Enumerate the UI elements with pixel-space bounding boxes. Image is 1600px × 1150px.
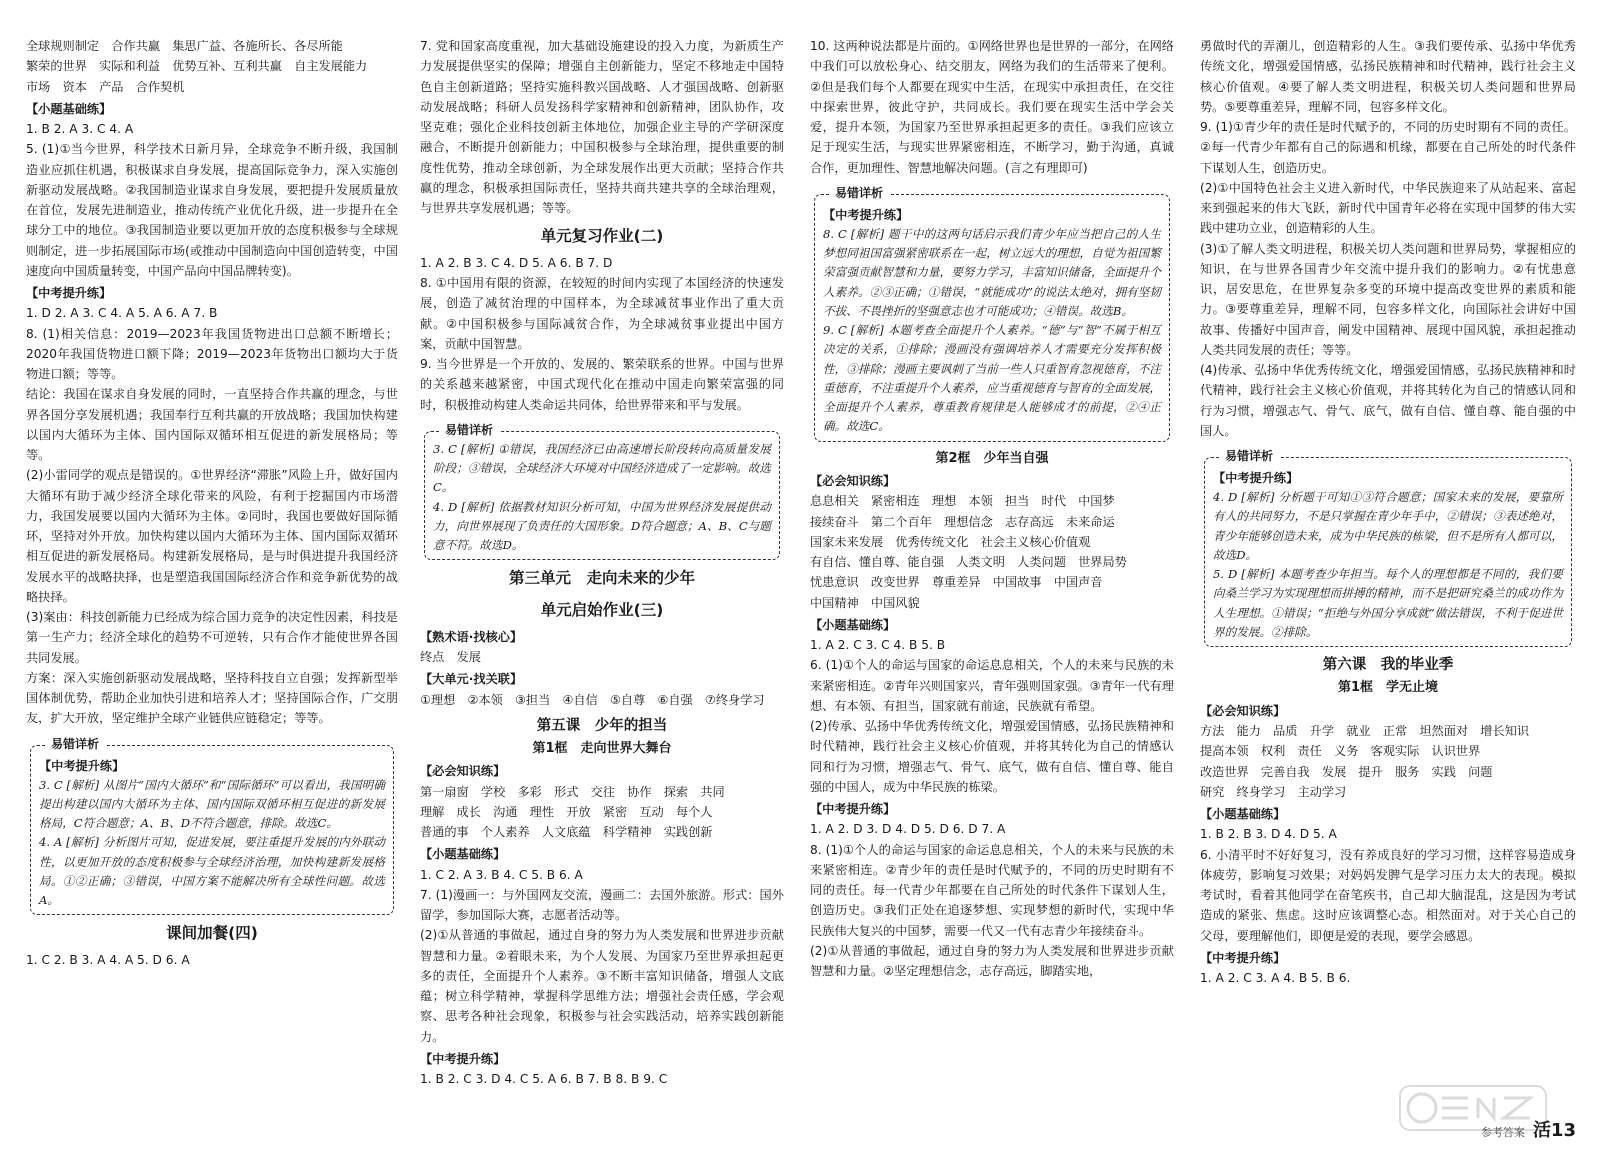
answer-line: 1. C 2. A 3. B 4. C 5. B 6. A: [420, 867, 583, 882]
section-tag: 【中考提升练】: [823, 207, 909, 222]
lesson-heading: 第五课 少年的担当: [536, 717, 668, 734]
answer-paragraph: 结论：我国在谋求自身发展的同时，一直坚持合作共赢的理念，与世界各国分享发展机遇；我国奉行互利共赢的开放战略；我国加快构建以国内大循环为主体、国内国际双循环相互促进的新发展格局；等等。: [26, 387, 398, 462]
error-analysis-box: [814, 185, 1170, 442]
answer-paragraph: (2)①中国特色社会主义进入新时代，中华民族迎来了从站起来、富起来到强起来的伟大飞跃，新时代中国青年必将在实现中国梦的伟大实践中建功立业，创造精彩的人生。: [1200, 180, 1576, 236]
answer-paragraph: 7. (1)漫画一：与外国网友交流，漫画二：去国外旅游。形式：国外留学，参加国际大赛，志愿者活动等。: [420, 887, 784, 923]
answer-paragraph: (3)案由：科技创新能力已经成为综合国力竞争的决定性因素，科技是第一生产力；经济全球化的趋势不可逆转，只有合作才能使世界各国共同发展。: [26, 610, 398, 665]
section-heading: 课间加餐(四): [166, 924, 258, 943]
answer-paragraph: (2)①从普通的事做起，通过自身的努力为人类发展和世界进步贡献智慧和力量。②坚定理想信念，志存高远，脚踏实地，: [810, 943, 1174, 979]
keyword-line: 市场 资本 产品 合作契机: [26, 79, 185, 94]
answer-line: 1. A 2. D 3. D 4. D 5. D 6. D 7. A: [810, 822, 1006, 837]
answer-line: 1. C 2. B 3. A 4. A 5. D 6. A: [26, 953, 190, 968]
section-tag: 【必会知识练】: [420, 764, 506, 779]
section-tag: 【小题基础练】: [420, 847, 506, 862]
column-1: [26, 36, 398, 1124]
analysis-paragraph: 9. C [解析] 本题考查全面提升个人素养。“德”与“智”不属于相互决定的关系，①排除；漫画没有强调培养人才需要充分发挥积极性，③排除；漫画主要讽刺了当前一些人只重智育忽视德育，不注重德育，不注重提升个人素养，应当重视德育与智育的全面发展，全面提升个人素养，尊重教育规律是人能够成才的前提，②④正确。故选C。: [823, 323, 1161, 434]
keyword-line: 理解 成长 沟通 理性 开放 紧密 互动 每个人: [420, 804, 713, 819]
unit-heading: 第三单元 走向未来的少年: [508, 569, 695, 588]
answer-paragraph: 9. (1)①青少年的责任是时代赋予的，不同的历史时期有不同的责任。②每一代青少年都有自己的际遇和机缘，都要在自己所处的时代条件下谋划人生，创造历史。: [1200, 120, 1576, 175]
keyword-line: 有自信、懂自尊、能自强 人类文明 人类问题 世界局势: [810, 555, 1127, 570]
page-footer: [1481, 1116, 1576, 1146]
answer-line: 1. A 2. B 3. C 4. D 5. A 6. B 7. D: [420, 255, 613, 270]
keyword-line: 国家未来发展 优秀传统文化 社会主义核心价值观: [810, 534, 1091, 549]
section-tag: 【大单元·找关联】: [420, 672, 523, 687]
section-heading: 单元启始作业(三): [540, 601, 664, 620]
answer-paragraph: 方案：深入实施创新驱动发展战略，坚持科技自立自强；发挥新型举国体制优势，帮助企业加快引进和培养人才；坚持国际合作，广交朋友，扩大开放，坚定维护全球产业链供应链稳定；等等。: [26, 670, 398, 726]
answer-paragraph: 8. ①中国用有限的资源，在较短的时间内实现了本国经济的快速发展，创造了减贫治理的中国样本，为全球减贫事业作出了重大贡献。②中国积极参与国际减贫合作，为全球减贫事业提出中国方案，贡献中国智慧。: [420, 276, 784, 351]
answer-paragraph: 勇做时代的弄潮儿，创造精彩的人生。③我们要传承、弘扬中华优秀传统文化，增强爱国情感，弘扬民族精神和时代精神，践行社会主义核心价值观。④要了解人类文明进程，积极关切人类问题和世界局势。⑤要尊重差异，理解不同，包容多样文化。: [1200, 39, 1576, 114]
keyword-line: 中国精神 中国风貌: [810, 595, 920, 610]
section-tag: 【必会知识练】: [810, 474, 896, 489]
answer-paragraph: 10. 这两种说法都是片面的。①网络世界也是世界的一部分，在网络中我们可以放松身心、结交朋友，网络为我们的生活带来了便利。②但是我们每个人都要在现实中生活，在现实中承担责任，在交往中探索世界，彼此守护，共同成长。我们要在现实生活中学会关爱，提升本领，为国家乃至世界承担起更多的责任。③我们应该立足于现实生活，与现实世界紧密相连，不断学习，勤于沟通，真诚合作，更加理性、智慧地解决问题。(言之有理即可): [810, 39, 1174, 175]
section-tag: 【中考提升练】: [420, 1051, 506, 1066]
section-heading: 单元复习作业(二): [540, 227, 664, 246]
answer-paragraph: 6. (1)①个人的命运与国家的命运息息相关，个人的未来与民族的未来紧密相连。②青年兴则国家兴，青年强则国家强。③青年一代有理想、有本领、有担当，国家就有前途，民族就有希望。: [810, 658, 1174, 713]
column-4: [1200, 36, 1576, 1124]
section-tag: 【中考提升练】: [810, 802, 896, 817]
keyword-line: 全球规则制定 合作共赢 集思广益、各施所长、各尽所能: [26, 39, 343, 53]
keyword-line: 普通的事 个人素养 人文底蕴 科学精神 实践创新: [420, 825, 713, 840]
error-analysis-box: [424, 422, 780, 560]
answer-line: 1. A 2. C 3. A 4. B 5. B 6.: [1200, 971, 1351, 986]
answer-paragraph: 7. 党和国家高度重视，加大基础设施建设的投入力度，为新质生产力发展提供坚实的保障；增强自主创新能力，坚定不移地走中国特色自主创新道路；坚持实施科教兴国战略、人才强国战略、创新驱动发展战略；科研人员发扬科学家精神和创新精神，团队协作，攻坚克难；强化企业科技创新主体地位，加强企业主导的产学研深度融合，不断提升创新能力；中国积极参与全球治理，提供重要的制度性优势，推动全球创新，为全球发展作出更大贡献；坚持合作共赢的理念，积极承担国际责任，坚持共商共建共享的全球治理观，与世界共享发展机遇；等等。: [420, 39, 784, 215]
analysis-paragraph: 3. C [解析] ①错误，我国经济已由高速增长阶段转向高质量发展阶段；③错误，全球经济大环境对中国经济造成了一定影响。故选C。: [433, 441, 771, 495]
footer-label: 参考答案: [1480, 1126, 1525, 1140]
box-title: 易错详析: [439, 421, 499, 441]
page-number: 活13: [1532, 1120, 1576, 1142]
answer-paragraph: (3)①了解人类文明进程，积极关切人类问题和世界局势，掌握相应的知识，在与世界各国青少年交流中提升我们的影响力。②有忧患意识，居安思危，在世界复杂多变的环境中提高改变世界的素质和能力。③要尊重差异，理解不同，包容多样文化，向国际社会讲好中国故事、传播好中国声音，阐发中国精神、展现中国风貌，承担起推动人类共同发展的责任；等等。: [1200, 241, 1576, 357]
error-analysis-box: [30, 736, 394, 916]
analysis-paragraph: 8. C [解析] 题干中的这两句话启示我们青少年应当把自己的人生梦想同祖国富强紧密联系在一起，树立远大的理想，自觉为祖国繁荣富强贡献智慧和力量，要努力学习，丰富知识储备，全面提升个人素养。②③正确；①错误，“就能成功”的说法太绝对，拥有坚韧不拔、不畏挫折的坚强意志也才可能成功；④错误。故选B。: [823, 227, 1161, 318]
box-title: 易错详析: [829, 184, 889, 204]
answer-line: 1. B 2. A 3. C 4. A: [26, 122, 134, 136]
section-tag: 【中考提升练】: [39, 758, 125, 773]
keyword-line: 息息相关 紧密相连 理想 本领 担当 时代 中国梦: [810, 494, 1115, 509]
error-analysis-box: [1204, 449, 1572, 647]
answer-paragraph: 8. (1)相关信息：2019—2023年我国货物进出口总额不断增长；2020年我国货物进口额下降；2019—2023年货物出口额均大于货物进口额；等等。: [26, 326, 398, 381]
section-tag: 【中考提升练】: [26, 286, 112, 300]
answer-line: 终点 发展: [420, 650, 481, 665]
analysis-paragraph: 5. D [解析] 本题考查少年担当。每个人的理想都是不同的，我们要向桑兰学习为实现理想而拼搏的精神，而不是把研究桑兰的成功作为人生理想。①错误；“拒绝与外国分享成就”做法错误，不利于促进世界的发展。②排除。: [1213, 567, 1563, 639]
section-tag: 【熟术语·找核心】: [420, 629, 523, 644]
analysis-paragraph: 3. C [解析] 从图片“国内大循环”和“国际循环”可以看出，我国明确提出构建以国内大循环为主体、国内国际双循环相互促进的新发展格局，C符合题意；A、B、D不符合题意，排除。故选C。: [39, 777, 385, 831]
answer-paragraph: 6. 小清平时不好好复习，没有养成良好的学习习惯，这样容易造成身体疲劳，影响复习效果；对妈妈发脾气是学习压力太大的表现。模拟考试时，看着其他同学在奋笔疾书，自己却大脑混乱，这是因为考试造成的紧张、焦虑。这时应该调整心态。相然面对。对于关心自己的父母，要理解他们，即便是爱的表现，要学会感恩。: [1200, 847, 1576, 943]
answer-paragraph: (4)传承、弘扬中华优秀传统文化，增强爱国情感，弘扬民族精神和时代精神，践行社会主义核心价值观，并将其转化为自己的情感认同和行为习惯，增强志气、骨气、底气，做有自信、懂自尊、能自强的中国人。: [1200, 363, 1576, 438]
lesson-heading: 第六课 我的毕业季: [1322, 657, 1454, 674]
answer-paragraph: 8. (1)①个人的命运与国家的命运息息相关，个人的未来与民族的未来紧密相连。②青少年的责任是时代赋予的，不同的历史时期有不同的责任。每一代青少年都要在自己所处的时代条件下谋划人生，创造历史。③我们正处在追逐梦想、实现梦想的新时代，实现中华民族伟大复兴的中国梦，需要一代又一代有志青少年接续奋斗。: [810, 842, 1174, 938]
answer-line: ①理想 ②本领 ③担当 ④自信 ⑤自尊 ⑥自强 ⑦终身学习: [420, 692, 765, 707]
frame-heading: 第1框 走向世界大舞台: [532, 740, 672, 756]
answer-line: 1. B 2. B 3. D 4. D 5. A: [1200, 827, 1337, 842]
keyword-line: 研究 终身学习 主动学习: [1200, 784, 1347, 799]
analysis-paragraph: 4. A [解析] 分析图片可知，促进发展，要注重提升发展的内外联动性，以更加开放的态度积极参与全球经济治理，加快构建新发展格局。①②正确；③错误，中国方案不能解决所有全球性问题。故选A。: [39, 835, 385, 908]
column-2: [420, 36, 784, 1124]
keyword-line: 繁荣的世界 实际和利益 优势互补、互利共赢 自主发展能力: [26, 59, 368, 74]
keyword-line: 方法 能力 品质 升学 就业 正常 坦然面对 增长知识: [1200, 724, 1530, 739]
answer-paragraph: (2)传承、弘扬中华优秀传统文化，增强爱国情感，弘扬民族精神和时代精神，践行社会主义核心价值观，并将其转化为自己的情感认同和行为习惯，增强志气、骨气、底气，做有自信、懂自尊、能自强的中国人，成为中华民族的栋梁。: [810, 719, 1174, 794]
answer-line: 1. A 2. C 3. C 4. B 5. B: [810, 638, 946, 653]
answer-paragraph: 5. (1)①当今世界，科学技术日新月异，全球竞争不断升级，我国制造业应抓住机遇，积极谋求自身发展，提高国际竞争力，深入实施创新驱动发展战略。②我国制造业谋求自身发展，要把提升发展质量放在首位，发展先进制造业，推动传统产业优化升级，进一步提升在全球分工中的地位。③我国制造业要以更加开放的态度积极参与全球规则制定，进一步拓展国际市场(或推动中国制造向中国创造转变，中国速度向中国质量转变，中国产品向中国品牌转变)。: [26, 142, 398, 278]
frame-heading: 第1框 学无止境: [1337, 680, 1439, 696]
answer-paragraph: (2)①从普通的事做起，通过自身的努力为人类发展和世界进步贡献智慧和力量。②着眼未来，为个人发展、为国家乃至世界承担起更多的责任，全面提升个人素养。③不断丰富知识储备，增强人文底蕴；树立科学精神，掌握科学思维方法；增强社会责任感，学会观察、思考各种社会现象，积极参与社会实践活动，培养实践创新能力。: [420, 928, 784, 1044]
section-tag: 【必会知识练】: [1200, 703, 1286, 718]
keyword-line: 忧患意识 改变世界 尊重差异 中国故事 中国声音: [810, 575, 1103, 590]
keyword-line: 接续奋斗 第二个百年 理想信念 志存高远 未来命运: [810, 514, 1115, 529]
keyword-line: 第一扇窗 学校 多彩 形式 交往 协作 探索 共同: [420, 784, 725, 799]
keyword-line: 提高本领 权利 责任 义务 客观实际 认识世界: [1200, 744, 1481, 759]
box-title: 易错详析: [45, 735, 105, 755]
section-tag: 【小题基础练】: [1200, 807, 1286, 822]
box-title: 易错详析: [1219, 447, 1279, 467]
frame-heading: 第2框 少年当自强: [935, 450, 1049, 466]
answer-line: 1. D 2. A 3. C 4. A 5. A 6. A 7. B: [26, 306, 218, 321]
section-tag: 【小题基础练】: [26, 101, 112, 116]
answer-paragraph: 9. 当今世界是一个开放的、发展的、繁荣联系的世界。中国与世界的关系越来越紧密，中国式现代化在推动中国走向繁荣富强的同时，积极推动构建人类命运共同体，给世界带来和平与发展。: [420, 357, 784, 412]
answer-paragraph: (2)小雷同学的观点是错误的。①世界经济“滞胀”风险上升，做好国内大循环有助于减少经济全球化带来的风险，有利于挖掘国内市场潜力，我国发展要以国内大循环为主体。②同时，我国也要做好国际循环，坚持对外开放。加快构建以国内大循环为主体、国内国际双循环相互促进的新发展格局。构建新发展格局，是与时俱进提升我国经济发展水平的战略抉择，也是塑造我国国际经济合作和竞争新优势的战略抉择。: [26, 468, 398, 604]
section-tag: 【中考提升练】: [1213, 471, 1299, 485]
analysis-paragraph: 4. D [解析] 依据教材知识分析可知，中国为世界经济发展提供动力，向世界展现了负责任的大国形象。D符合题意；A、B、C与题意不符。故选D。: [433, 499, 771, 553]
section-tag: 【小题基础练】: [810, 617, 896, 632]
column-3: [810, 36, 1174, 1124]
analysis-paragraph: 4. D [解析] 分析题干可知①③符合题意；国家未来的发展，要靠所有人的共同努力，不是只掌握在青少年手中，②错误；③表述绝对，青少年能够创造未来，成为中华民族的栋梁，但不是所有人都可以，故选D。: [1213, 490, 1563, 562]
section-tag: 【中考提升练】: [1200, 950, 1286, 965]
answer-line: 1. B 2. C 3. D 4. C 5. A 6. B 7. B 8. B 9. C: [420, 1072, 668, 1087]
keyword-line: 改造世界 完善自我 发展 提升 服务 实践 问题: [1200, 764, 1493, 779]
